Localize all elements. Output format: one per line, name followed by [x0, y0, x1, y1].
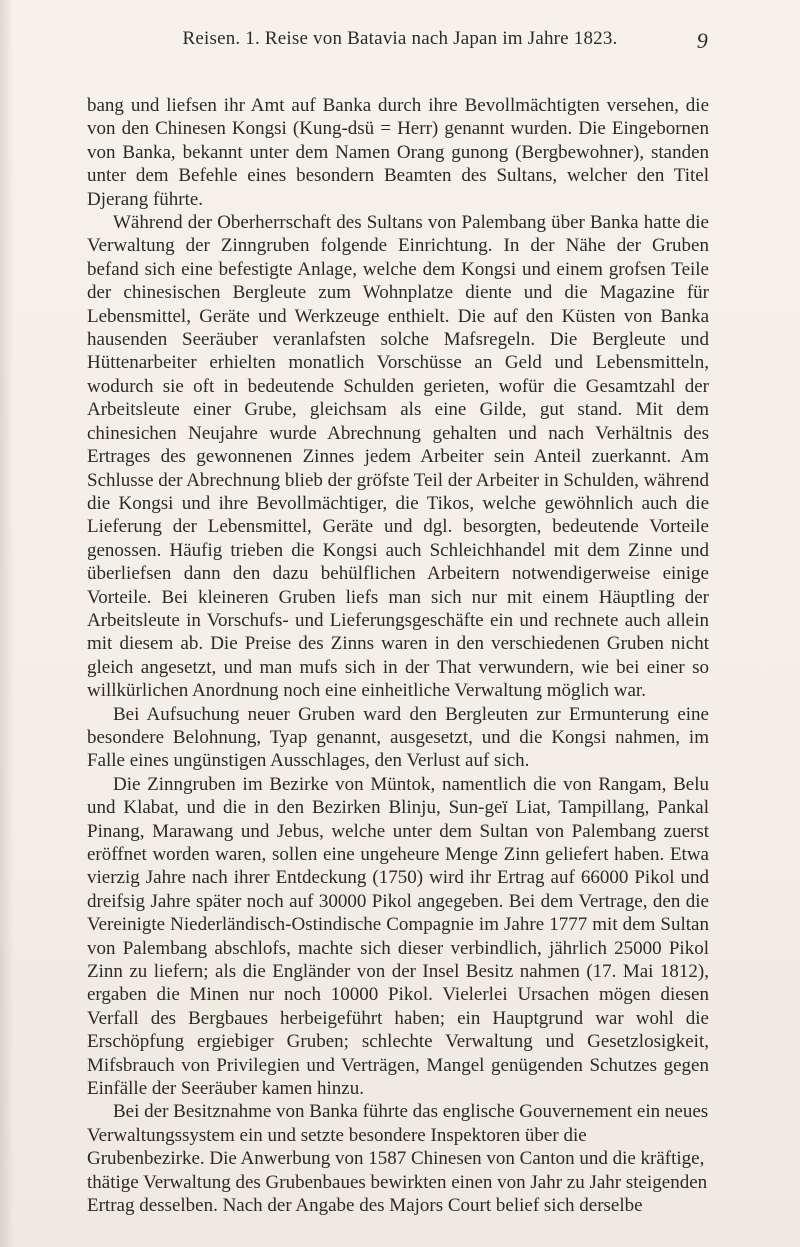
paragraph: Während der Oberherrschaft des Sultans von Palembang über Banka hatte die Verwaltung der Zinngruben folgende Einrichtung. In der Nähe der Gruben befand sich eine befestigte Anlage, welche dem Kongsi und einem grofsen Teile der chinesischen Bergleute zum Wohnplatze diente und die Magazine für Lebensmittel, Geräte und Werkzeuge enthielt. Die auf den Küsten von Banka hausenden Seeräuber veranlafsten solche Mafsregeln. Die Bergleute und Hüttenarbeiter erhielten monatlich Vorschüsse an Geld und Lebensmitteln, wodurch sie oft in bedeutende Schulden gerieten, wofür die Gesamtzahl der Arbeitsleute einer Grube, gleichsam als eine Gilde, gut stand. Mit dem chinesichen Neujahre wurde Abrechnung gehalten und nach Verhältnis des Ertrages des gewonnenen Zinnes jedem Arbeiter sein Anteil zuerkannt. Am Schlusse der Abrechnung blieb der gröfste Teil der Arbeiter in Schulden, während die Kongsi und ihre Bevollmächtiger, die Tikos, welche gewöhnlich auch die Lieferung der Lebensmittel, Geräte und dgl. besorgten, bedeutende Vorteile genossen. Häufig trieben die Kongsi auch Schleichhandel mit dem Zinne und überliefsen dann den dazu behülflichen Arbeitern notwendigerweise einige Vorteile. Bei kleineren Gruben liefs man sich nur mit einem Häuptling der Arbeitsleute in Vorschufs- und Lieferungsgeschäfte ein und rechnete auch allein mit diesem ab. Die Preise des Zinns waren in den verschiedenen Gruben nicht gleich angesetzt, und man mufs sich in der That verwundern, wie bei einer so willkürlichen Anordnung noch eine einheitliche Verwaltung möglich war. — [87, 212, 709, 702]
paragraph: Bei Aufsuchung neuer Gruben ward den Bergleuten zur Ermunterung eine besondere Belohnung, Tyap genannt, ausgesetzt, und die Kongsi nahmen, im Falle eines ungünstigen Ausschlages, den Verlust auf sich. — [87, 703, 709, 772]
page-gutter-shadow — [0, 0, 14, 1247]
body-text — [87, 94, 709, 1218]
running-header-title: Reisen. 1. Reise von Batavia nach Japan im Jahre 1823. — [182, 28, 618, 49]
paragraph: Bei der Besitznahme von Banka führte das englische Gouvernement ein neues Verwaltungssystem ein und setzte besondere Inspektoren über die Grubenbezirke. Die Anwerbung von 1587 Chinesen von Canton und die kräftige, thätige Verwaltung des Grubenbaues bewirkten einen von Jahr zu Jahr steigenden Ertrag desselben. Nach der Angabe des Majors Court belief sich derselbe — [87, 1101, 709, 1217]
paragraph: Die Zinngruben im Bezirke von Müntok, namentlich die von Rangam, Belu und Klabat, und die in den Bezirken Blinju, Sun-geï Liat, Tampillang, Pankal Pinang, Marawang und Jebus, welche unter dem Sultan von Palembang zuerst eröffnet worden waren, sollen eine ungeheure Menge Zinn geliefert haben. Etwa vierzig Jahre nach ihrer Entdeckung (1750) wird ihr Ertrag auf 66000 Pikol und dreifsig Jahre später noch auf 30000 Pikol angegeben. Bei dem Vertrage, den die Vereinigte Niederländisch-Ostindische Compagnie im Jahre 1777 mit dem Sultan von Palembang abschlofs, machte sich dieser verbindlich, jährlich 25000 Pikol Zinn zu liefern; als die Engländer von der Insel Besitz nahmen (17. Mai 1812), ergaben die Minen nur noch 10000 Pikol. Vielerlei Ursachen mögen diesen Verfall des Bergbaues herbeigeführt haben; ein Hauptgrund war wohl die Erschöpfung ergiebiger Gruben; schlechte Verwaltung und Gesetzlosigkeit, Mifsbrauch von Privilegien und Verträgen, Mangel genügenden Schutzes gegen Einfälle der Seeräuber kamen hinzu. — [87, 773, 709, 1100]
page-number: 9 — [696, 28, 708, 53]
running-header — [60, 28, 740, 54]
paragraph: bang und liefsen ihr Amt auf Banka durch ihre Bevollmächtigten versehen, die von den Chinesen Kongsi (Kung-dsü = Herr) genannt wurden. Die Eingebornen von Banka, bekannt unter dem Namen Orang gunong (Bergbewohner), standen unter dem Befehle eines besondern Beamten des Sultans, welcher den Titel Djerang führte. — [87, 95, 709, 210]
